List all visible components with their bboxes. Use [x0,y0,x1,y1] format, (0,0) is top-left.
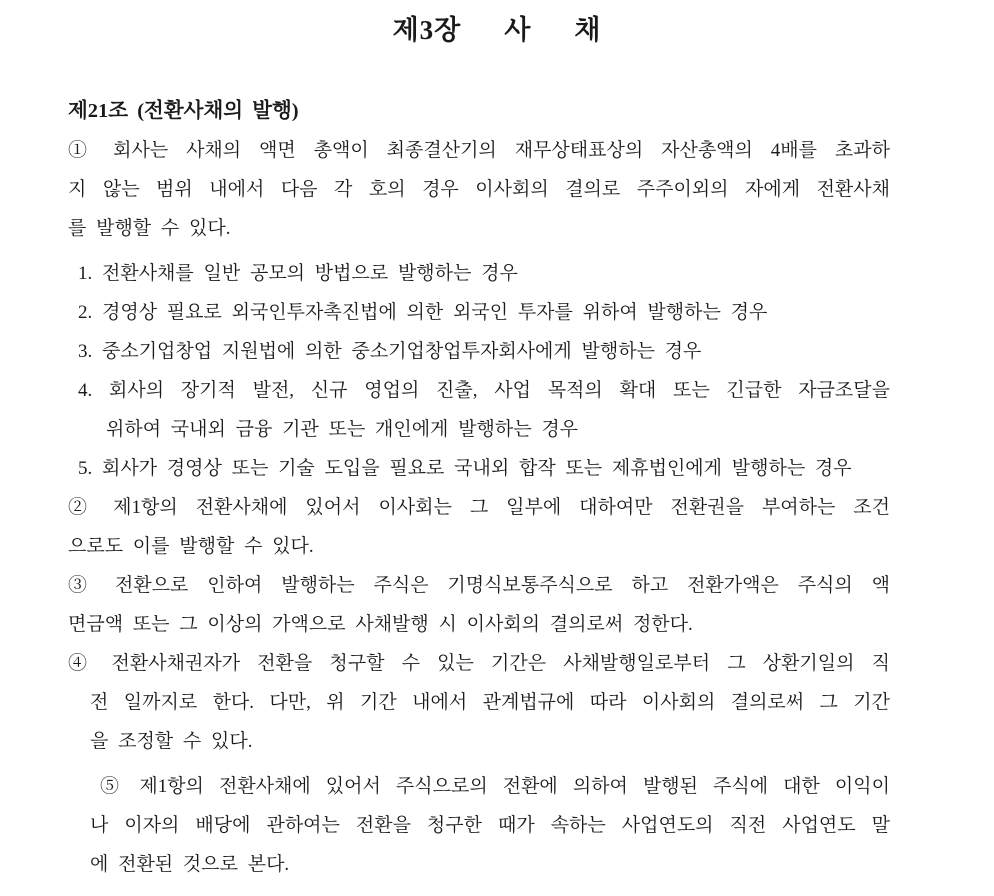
clause2-line: ② 제1항의 전환사채에 있어서 이사회는 그 일부에 대하여만 전환권을 부여하는 조건 [68,497,890,518]
subitem-line: 3. 중소기업창업 지원법에 의한 중소기업창업투자회사에게 발행하는 경우 [78,341,702,362]
clause3-line: 면금액 또는 그 이상의 가액으로 사채발행 시 이사회의 결의로써 정한다. [68,614,693,635]
clause3-line: ③ 전환으로 인하여 발행하는 주식은 기명식보통주식으로 하고 전환가액은 주식의 액 [68,575,890,596]
clause4-line: 을 조정할 수 있다. [90,731,253,752]
clause2-line: 으로도 이를 발행할 수 있다. [68,536,314,557]
subitem-line: 위하여 국내외 금융 기관 또는 개인에게 발행하는 경우 [106,419,579,440]
subitem-line: 5. 회사가 경영상 또는 기술 도입을 필요로 국내외 합작 또는 제휴법인에게 발행하는 경우 [78,458,852,479]
clause5-line: 에 전환된 것으로 본다. [90,854,290,875]
chapter-title: 제3장 사 채 [392,15,602,45]
clause4-line: 전 일까지로 한다. 다만, 위 기간 내에서 관계법규에 따라 이사회의 결의로써 그 기간 [90,692,890,713]
clause1-line: ① 회사는 사채의 액면 총액이 최종결산기의 재무상태표상의 자산총액의 4배를 초과하 [68,140,890,161]
article-body [0,92,994,884]
article-heading: 제21조 (전환사채의 발행) [68,100,299,122]
clause1-line: 를 발행할 수 있다. [68,218,231,239]
clause5-line: ⑤ 제1항의 전환사채에 있어서 주식으로의 전환에 의하여 발행된 주식에 대한 이익이 [100,776,890,797]
subitem-line: 1. 전환사채를 일반 공모의 방법으로 발행하는 경우 [78,263,518,284]
clause4-line: ④ 전환사채권자가 전환을 청구할 수 있는 기간은 사채발행일로부터 그 상환기일의 직 [68,653,890,674]
subitem-line: 2. 경영상 필요로 외국인투자촉진법에 의한 외국인 투자를 위하여 발행하는 경우 [78,302,768,323]
clause5-line: 나 이자의 배당에 관하여는 전환을 청구한 때가 속하는 사업연도의 직전 사업연도 말 [90,815,890,836]
clause1-line: 지 않는 범위 내에서 다음 각 호의 경우 이사회의 결의로 주주이외의 자에게 전환사채 [68,179,890,200]
subitem-line: 4. 회사의 장기적 발전, 신규 영업의 진출, 사업 목적의 확대 또는 긴급한 자금조달을 [78,380,890,401]
